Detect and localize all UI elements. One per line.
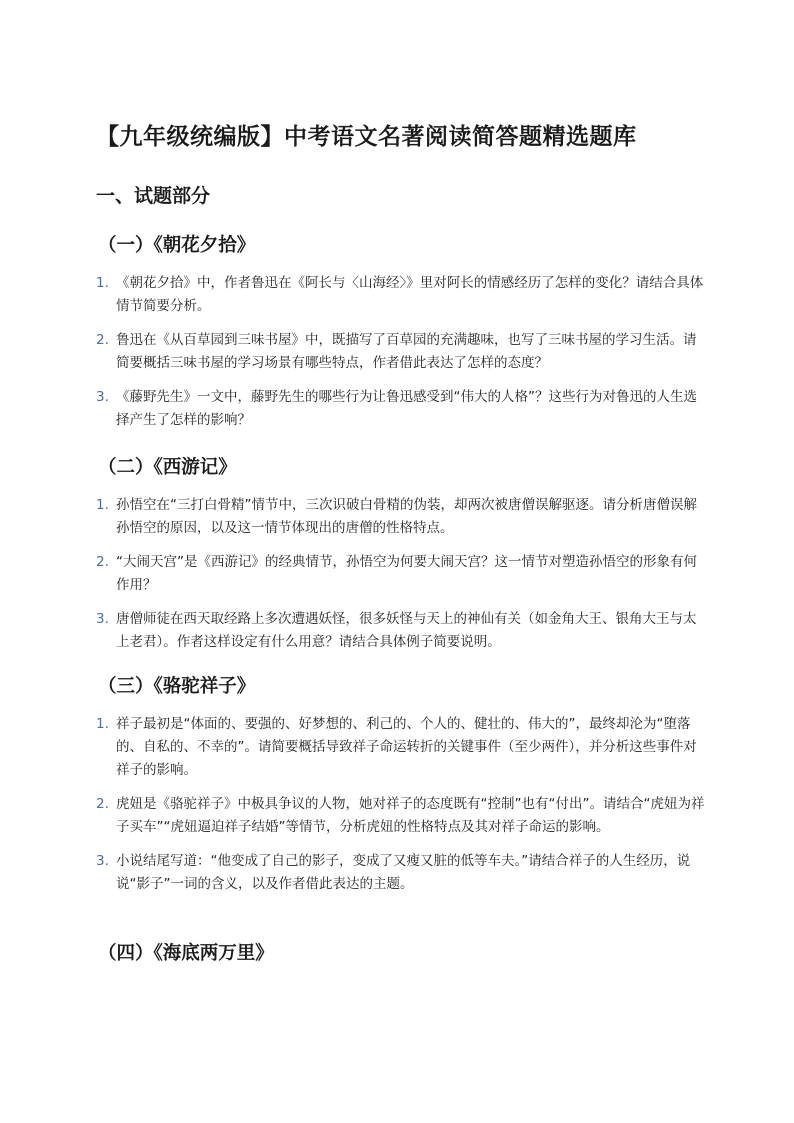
question-item	[96, 329, 706, 375]
question-item	[96, 608, 706, 654]
question-number: 2.	[96, 554, 109, 570]
question-number: 3.	[96, 853, 109, 869]
question-number: 1.	[96, 275, 109, 291]
question-number: 2.	[96, 332, 109, 348]
question-number: 3.	[96, 389, 109, 405]
question-text: 孙悟空在“三打白骨精”情节中，三次识破白骨精的伪装，却两次被唐僧误解驱逐。请分析唐僧误解孙悟空的原因，以及这一情节体现出的唐僧的性格特点。	[116, 497, 697, 536]
question-item	[96, 713, 706, 782]
question-number: 1.	[96, 716, 109, 732]
question-item	[96, 494, 706, 540]
section-haidiliangwanli	[96, 942, 706, 966]
question-list	[96, 713, 706, 896]
question-list	[96, 272, 706, 432]
question-number: 3.	[96, 611, 109, 627]
question-item	[96, 386, 706, 432]
section-luotuoxiangzi	[96, 675, 706, 907]
part-heading: 一、试题部分	[96, 185, 211, 207]
question-item	[96, 272, 706, 318]
question-text: 《藤野先生》一文中，藤野先生的哪些行为让鲁迅感受到“伟大的人格”？这些行为对鲁迅的人生选择产生了怎样的影响？	[116, 389, 697, 428]
question-text: 唐僧师徒在西天取经路上多次遭遇妖怪，很多妖怪与天上的神仙有关（如金角大王、银角大王与太上老君）。作者这样设定有什么用意？请结合具体例子简要说明。	[116, 611, 697, 650]
document-title: 【九年级统编版】中考语文名著阅读简答题精选题库	[96, 124, 637, 150]
section-heading: （二）《西游记》	[98, 457, 237, 478]
question-number: 2.	[96, 796, 109, 812]
question-text: 鲁迅在《从百草园到三味书屋》中，既描写了百草园的充满趣味，也写了三味书屋的学习生活。请简要概括三味书屋的学习场景有哪些特点，作者借此表达了怎样的态度？	[116, 332, 697, 371]
question-item	[96, 551, 706, 597]
question-list	[96, 494, 706, 654]
section-heading: （一）《朝花夕拾》	[98, 235, 256, 256]
question-text: “大闹天宫”是《西游记》的经典情节，孙悟空为何要大闹天宫？这一情节对塑造孙悟空的形象有何作用？	[116, 554, 697, 593]
question-text: 小说结尾写道：“他变成了自己的影子，变成了又瘦又脏的低等车夫。”请结合祥子的人生经历，说说“影子”一词的含义，以及作者借此表达的主题。	[116, 853, 691, 892]
section-zhaohuaxishi	[96, 234, 706, 443]
question-item	[96, 793, 706, 839]
question-item	[96, 850, 706, 896]
question-text: 虎妞是《骆驼祥子》中极具争议的人物，她对祥子的态度既有“控制”也有“付出”。请结合“虎妞为祥子买车”“虎妞逼迫祥子结婚”等情节，分析虎妞的性格特点及其对祥子命运的影响。	[116, 796, 705, 835]
section-heading: （四）《海底两万里》	[98, 943, 274, 964]
question-text: 祥子最初是“体面的、要强的、好梦想的、利己的、个人的、健壮的、伟大的”，最终却沦为“堕落的、自私的、不幸的”。请简要概括导致祥子命运转折的关键事件（至少两件），并分析这些事件对祥子的影响。	[116, 716, 697, 778]
section-xiyouji	[96, 456, 706, 665]
question-number: 1.	[96, 497, 109, 513]
section-heading: （三）《骆驼祥子》	[98, 676, 256, 697]
question-text: 《朝花夕拾》中，作者鲁迅在《阿长与〈山海经〉》里对阿长的情感经历了怎样的变化？请结合具体情节简要分析。	[116, 275, 704, 314]
